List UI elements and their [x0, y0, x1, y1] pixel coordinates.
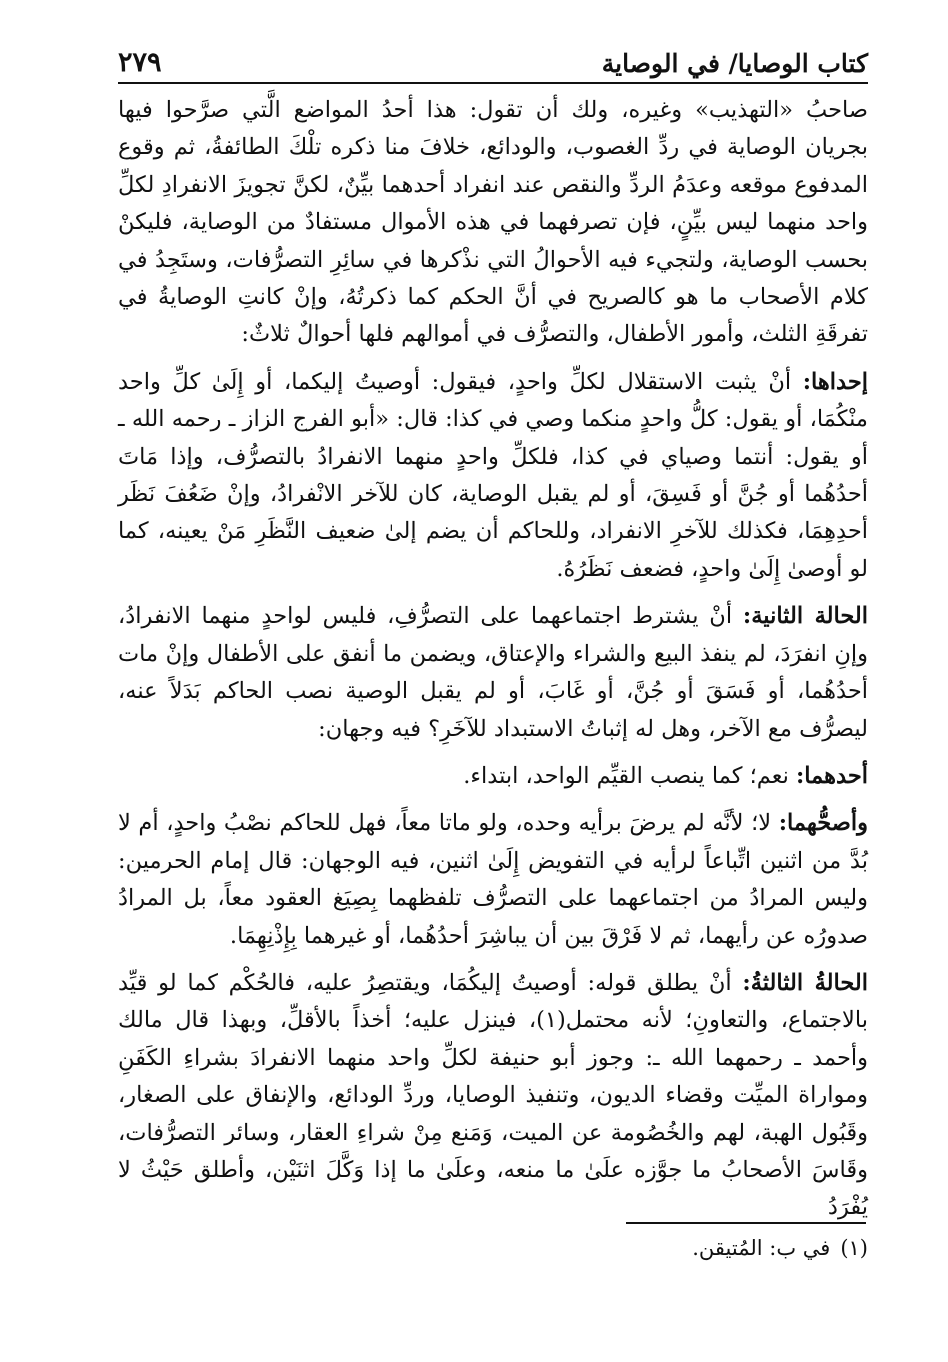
paragraph-second-case	[118, 598, 868, 748]
footnote	[118, 1232, 868, 1264]
paragraph-first-case	[118, 364, 868, 588]
paragraph-first-view	[118, 758, 868, 795]
paragraph-heading: الحالة الثانية:	[742, 603, 868, 630]
paragraph-heading: إحداها:	[802, 368, 868, 395]
paragraph-text: أنْ يشترط اجتماعهما على التصرُّفِ، فليس لواحدٍ منهما الانفرادُ، وإنِ انفرَدَ، لم ينفذ البيع والشراء والإعتاق، ويضمن ما أنفق على الأطفال وإنْ مات أحدُهُما، أو فَسَقَ أو جُنَّ، أو غَابَ، أو لم يقبل الوصية نصب الحاكم بَدَلاً عنه، ليصرُّف مع الآخر، وهل له إثباتُ الاستبداد للآخَرِ؟ فيه وجهان:	[118, 603, 868, 742]
body-text	[118, 92, 868, 1237]
paragraph-text: صاحبُ «التهذيب» وغيره، ولك أن تقول: هذا أحدُ المواضع الَّتي صرَّحوا فيها بجريان الوصاية في ردِّ الغصوب، والودائع، خلافَ منا ذكره تلْكَ الطائفةُ، ثم وقوع المدفوع موقعه وعدَمُ الردِّ والنقص عند انفراد أحدهما بيِّنٌ، لكنَّ تجويزَ الانفرادِ لكلِّ واحد منهما ليس بيِّنٍ، فإن تصرفهما في هذه الأموال مستفادٌ من الوصاية، فليكنْ بحسب الوصاية، ولتجيء فيه الأحوالُ التي نذْكرها في سائِرِ التصرُّفات، وستَجِدُ في كلام الأصحاب ما هو كالصريح في أنَّ الحكم كما ذكرتُهُ، وإنْ كانتِ الوصايةُ في تفرقَةِ الثلث، وأمور الأطفال، والتصرُّف في أموالهم فلها أحوالٌ ثلاثٌ:	[118, 97, 868, 348]
paragraph-text: أنْ يطلق قوله: أوصيتُ إليكُمَا، ويقتصِرُ عليه، فالحُكْم كما لو قيِّد بالاجتماع، والتعاونِ؛ لأنه محتمل(١)، فينزل عليه؛ أخذاً بالأقلِّ، وبهذا قال مالك وأحمد ـ رحمهما الله ـ: وجوز أبو حنيفة لكلِّ واحد منهما الانفرادَ بشراءِ الكَفَنِ ومواراة الميِّت وقضاء الديون، وتنفيذ الوصايا، وردِّ الودائع، والإنفاق على الصغار، وقَبُول الهبة، لهم والخُصُومة عن الميت، وَمَنع مِنْ شراءِ العقار، وسائر التصرُّفات، وقَاسَ الأصحابُ ما جوَّزه علَىٰ ما منعه، وعلَىٰ ما إذا وَكَّلَ اثنَيْن، وأطلق حَيْثُ لا يُفْرَدُ	[118, 969, 868, 1221]
paragraph-text: نعم؛ كما ينصب القيِّم الواحد، ابتداء.	[463, 762, 796, 789]
paragraph-third-case	[118, 965, 868, 1227]
running-header	[118, 38, 868, 84]
footnote-text: في ب: المُتيقن.	[692, 1236, 831, 1260]
paragraph-heading: وأصحُّهما:	[778, 810, 868, 837]
page-number: ٢٧٩	[118, 47, 162, 78]
footnote-separator	[626, 1222, 866, 1224]
paragraph-heading: أحدهما:	[795, 762, 868, 789]
paragraph-sound-view	[118, 805, 868, 955]
paragraph-text: لا؛ لأنَّه لم يرضَ برأيه وحده، ولو ماتا معاً، فهل للحاكم نصْبُ واحدٍ، أم لا بُدَّ من اثنين اتِّباعاً لرأيه في التفويض إِلَىٰ اثنين، فيه الوجهان: قال إمام الحرمين: وليس المرادُ من اجتماعهما على التصرُّف تلفظهما بِصِيَغ العقود معاً، بل المرادُ صدورُه عن رأيهما، ثم لا فَرْقَ بين أن يباشِرَ أحدُهُما، أو غيرهما بِإِذْنِهِمَا.	[118, 810, 868, 949]
paragraph-heading: الحالةُ الثالثةُ:	[742, 969, 868, 996]
header-title: كتاب الوصايا/ في الوصاية	[601, 49, 868, 78]
paragraph-text: أنْ يثبت الاستقلال لكلِّ واحدٍ، فيقول: أوصيتُ إليكما، أو إِلَىٰ كلِّ واحد منْكُمَا، أو يقول: كلُّ واحدٍ منكما وصي في كذا: قال: «أبو الفرج الزاز ـ رحمه الله ـ أو يقول: أنتما وصياي في كذا، فلكلِّ واحدٍ منهما الانفرادُ بالتصرُّف، وإذا مَاتَ أحدُهُما أو جُنَّ أو فَسِقَ، أو لم يقبل الوصاية، كان للآخر الانْفرادُ، وإنْ ضَعُفَ نَظَر أحدِهِمَا، فكذلك للآخرِ الانفراد، وللحاكم أن يضم إلىٰ ضعيف النَّظَرِ مَنْ يعينه، كما لو أوصىٰ إِلَىٰ واحدٍ، فضعف نَظَرُهُ.	[118, 368, 868, 582]
footnote-number: (١)	[840, 1236, 868, 1260]
paragraph-intro	[118, 92, 868, 354]
